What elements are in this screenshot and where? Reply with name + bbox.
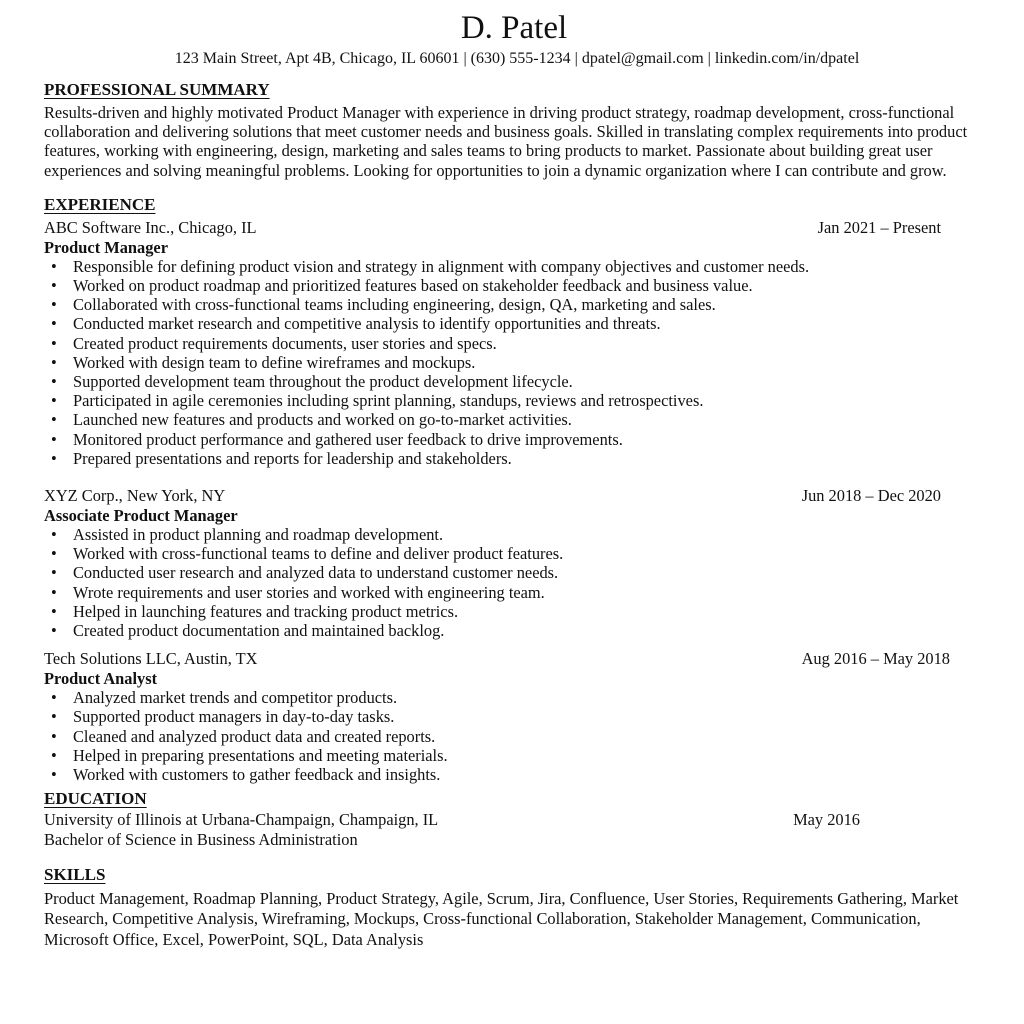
- job-dates: Jan 2021 – Present: [817, 217, 941, 237]
- bullet-icon: •: [51, 745, 57, 765]
- bullet-icon: •: [51, 544, 57, 564]
- bullet-text: Worked with customers to gather feedback and insights.: [73, 765, 441, 785]
- bullet-text: Helped in preparing presentations and meeting materials.: [73, 745, 448, 765]
- list-item: [44, 295, 984, 314]
- list-item: [44, 583, 984, 602]
- list-item: [44, 276, 984, 295]
- education-header: [44, 810, 984, 830]
- bullet-text: Prepared presentations and reports for leadership and stakeholders.: [73, 448, 512, 468]
- bullet-text: Worked with cross-functional teams to define and deliver product features.: [73, 544, 564, 564]
- bullet-icon: •: [51, 372, 57, 392]
- list-item: [44, 707, 984, 726]
- job-bullets: [44, 525, 984, 640]
- list-item: [44, 314, 984, 333]
- bullet-icon: •: [51, 726, 57, 746]
- job-role: Product Manager: [44, 237, 168, 257]
- bullet-icon: •: [51, 765, 57, 785]
- list-item: [44, 391, 984, 410]
- bullet-icon: •: [51, 391, 57, 411]
- bullet-text: Responsible for defining product vision and strategy in alignment with company objectives and customer needs.: [73, 256, 810, 276]
- bullet-icon: •: [51, 582, 57, 602]
- list-item: [44, 372, 984, 391]
- job-entry: [44, 218, 984, 468]
- bullet-text: Collaborated with cross-functional teams including engineering, design, QA, marketing and sales.: [73, 295, 716, 315]
- bullet-text: Conducted market research and competitive analysis to identify opportunities and threats.: [73, 314, 661, 334]
- resume-page: [44, 8, 984, 950]
- list-item: [44, 602, 984, 621]
- list-item: [44, 410, 984, 429]
- education-degree: Bachelor of Science in Business Administration: [44, 830, 358, 850]
- bullet-icon: •: [51, 621, 57, 641]
- list-item: [44, 353, 984, 372]
- skills-text: Product Management, Roadmap Planning, Product Strategy, Agile, Scrum, Jira, Confluence, User Stories, Requirements Gathering, Market Research, Competitive Analysis, Wireframing, Mockups, Cross-functional Collaboration, Stakeholder Management, Communication, Microsoft Office, Excel, PowerPoint, SQL, Data Analysis: [44, 888, 959, 949]
- job-header: [44, 486, 984, 506]
- list-item: [44, 688, 984, 707]
- section-title-skills: SKILLS: [44, 864, 106, 884]
- job-dates: Jun 2018 – Dec 2020: [801, 486, 941, 506]
- bullet-icon: •: [51, 410, 57, 430]
- list-item: [44, 544, 984, 563]
- bullet-text: Supported product managers in day-to-day tasks.: [73, 707, 395, 727]
- list-item: [44, 334, 984, 353]
- bullet-text: Cleaned and analyzed product data and created reports.: [73, 726, 436, 746]
- job-entry: [44, 486, 984, 640]
- bullet-text: Assisted in product planning and roadmap development.: [73, 525, 444, 545]
- list-item: [44, 525, 984, 544]
- bullet-text: Analyzed market trends and competitor products.: [73, 688, 398, 708]
- section-title-experience: EXPERIENCE: [44, 194, 156, 214]
- job-bullets: [44, 688, 984, 784]
- education-entry: [44, 810, 984, 849]
- bullet-icon: •: [51, 295, 57, 315]
- summary-text: Results-driven and highly motivated Product Manager with experience in driving product strategy, roadmap development, cross-functional collaboration and delivering solutions that meet customer needs and business goals. Skilled in translating complex requirements into product features, working with engineering, design, marketing and sales teams to bring products to market. Passionate about building great user experiences and solving meaningful problems. Looking for opportunities to join a dynamic organization where I can contribute and grow.: [44, 103, 968, 180]
- bullet-icon: •: [51, 563, 57, 583]
- bullet-icon: •: [51, 448, 57, 468]
- list-item: [44, 746, 984, 765]
- job-header: [44, 649, 984, 669]
- education-school: University of Illinois at Urbana-Champaign, Champaign, IL: [44, 810, 439, 830]
- bullet-icon: •: [51, 314, 57, 334]
- candidate-name: D. Patel: [460, 10, 568, 46]
- list-item: [44, 449, 984, 468]
- bullet-icon: •: [51, 525, 57, 545]
- bullet-text: Conducted user research and analyzed data to understand customer needs.: [73, 563, 559, 583]
- bullet-icon: •: [51, 256, 57, 276]
- bullet-icon: •: [51, 688, 57, 708]
- list-item: [44, 765, 984, 784]
- bullet-text: Helped in launching features and tracking product metrics.: [73, 601, 459, 621]
- bullet-icon: •: [51, 601, 57, 621]
- bullet-text: Monitored product performance and gathered user feedback to drive improvements.: [73, 429, 623, 449]
- list-item: [44, 621, 984, 640]
- bullet-text: Participated in agile ceremonies including sprint planning, standups, reviews and retrospectives.: [73, 391, 704, 411]
- bullet-text: Launched new features and products and worked on go-to-market activities.: [73, 410, 572, 430]
- list-item: [44, 257, 984, 276]
- job-company: XYZ Corp., New York, NY: [44, 486, 226, 506]
- job-entry: [44, 649, 984, 784]
- job-role: Product Analyst: [44, 669, 158, 689]
- bullet-icon: •: [51, 707, 57, 727]
- list-item: [44, 563, 984, 582]
- section-title-education: EDUCATION: [44, 789, 147, 809]
- job-dates: Aug 2016 – May 2018: [801, 649, 950, 669]
- bullet-text: Worked with design team to define wireframes and mockups.: [73, 352, 476, 372]
- bullet-icon: •: [51, 276, 57, 296]
- list-item: [44, 727, 984, 746]
- job-bullets: [44, 257, 984, 468]
- contact-line: 123 Main Street, Apt 4B, Chicago, IL 60601 | (630) 555-1234 | dpatel@gmail.com | linkedin.com/in/dpatel: [174, 50, 860, 67]
- job-company: Tech Solutions LLC, Austin, TX: [44, 649, 258, 669]
- bullet-text: Supported development team throughout the product development lifecycle.: [73, 372, 573, 392]
- bullet-icon: •: [51, 333, 57, 353]
- bullet-text: Worked on product roadmap and prioritized features based on stakeholder feedback and business value.: [73, 276, 753, 296]
- bullet-icon: •: [51, 352, 57, 372]
- bullet-text: Created product documentation and maintained backlog.: [73, 621, 445, 641]
- bullet-text: Wrote requirements and user stories and worked with engineering team.: [73, 582, 545, 602]
- job-header: [44, 218, 984, 238]
- job-role: Associate Product Manager: [44, 506, 238, 526]
- job-company: ABC Software Inc., Chicago, IL: [44, 217, 257, 237]
- bullet-text: Created product requirements documents, user stories and specs.: [73, 333, 497, 353]
- education-date: May 2016: [793, 810, 860, 830]
- list-item: [44, 430, 984, 449]
- bullet-icon: •: [51, 429, 57, 449]
- section-title-summary: PROFESSIONAL SUMMARY: [44, 80, 270, 99]
